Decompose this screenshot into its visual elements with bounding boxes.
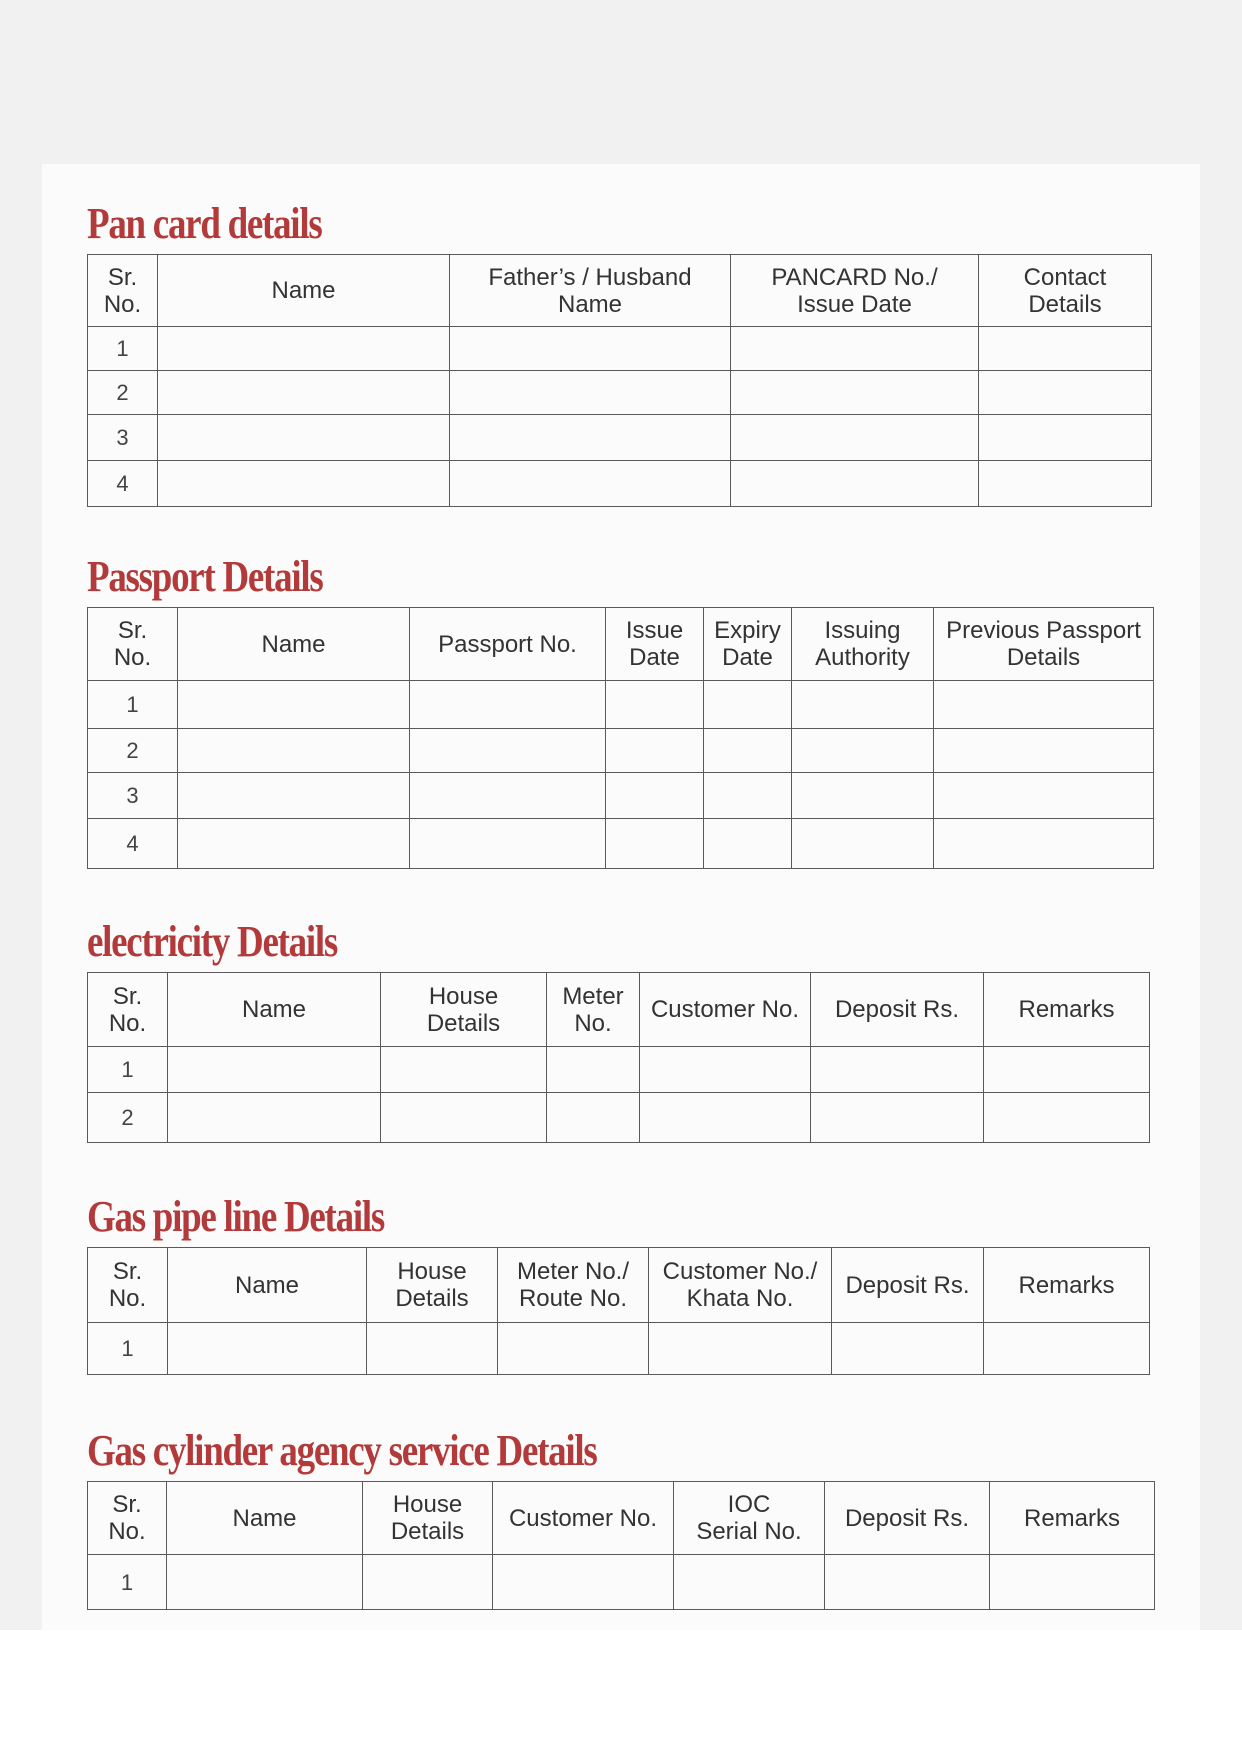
column-header: Sr. No. [88, 1248, 168, 1323]
gas-pipe-line-title: Gas pipe line Details [87, 1192, 384, 1241]
table-row [88, 729, 1154, 773]
blank-entry-cell[interactable] [825, 1555, 990, 1610]
column-header: Remarks [984, 973, 1150, 1047]
blank-entry-cell[interactable] [178, 729, 410, 773]
blank-entry-cell[interactable] [178, 773, 410, 819]
blank-entry-cell[interactable] [984, 1047, 1150, 1093]
blank-entry-cell[interactable] [934, 819, 1154, 869]
blank-entry-cell[interactable] [792, 773, 934, 819]
table-row [88, 327, 1152, 371]
blank-entry-cell[interactable] [704, 819, 792, 869]
column-header: Expiry Date [704, 608, 792, 681]
form-sheet [42, 164, 1200, 1630]
blank-entry-cell[interactable] [178, 681, 410, 729]
column-header: Sr. No. [88, 255, 158, 327]
gas-cylinder-title: Gas cylinder agency service Details [87, 1426, 597, 1475]
blank-entry-cell[interactable] [674, 1555, 825, 1610]
serial-number-cell: 1 [88, 327, 158, 371]
blank-entry-cell[interactable] [792, 729, 934, 773]
table-row [88, 681, 1154, 729]
blank-entry-cell[interactable] [979, 371, 1152, 415]
header-row [88, 1482, 1155, 1555]
serial-number-cell: 1 [88, 681, 178, 729]
gas-pipe-line-table [87, 1247, 1150, 1375]
electricity-table [87, 972, 1150, 1143]
blank-entry-cell[interactable] [606, 681, 704, 729]
serial-number-cell: 3 [88, 773, 178, 819]
column-header: Remarks [990, 1482, 1155, 1555]
blank-entry-cell[interactable] [167, 1555, 363, 1610]
column-header: Deposit Rs. [832, 1248, 984, 1323]
blank-entry-cell[interactable] [178, 819, 410, 869]
blank-entry-cell[interactable] [410, 681, 606, 729]
blank-entry-cell[interactable] [168, 1047, 381, 1093]
blank-entry-cell[interactable] [410, 729, 606, 773]
blank-entry-cell[interactable] [984, 1323, 1150, 1375]
column-header: Issuing Authority [792, 608, 934, 681]
blank-entry-cell[interactable] [934, 773, 1154, 819]
column-header: PANCARD No./ Issue Date [731, 255, 979, 327]
column-header: Contact Details [979, 255, 1152, 327]
serial-number-cell: 2 [88, 1093, 168, 1143]
serial-number-cell: 2 [88, 729, 178, 773]
blank-entry-cell[interactable] [168, 1323, 367, 1375]
blank-entry-cell[interactable] [979, 461, 1152, 507]
blank-entry-cell[interactable] [792, 819, 934, 869]
blank-entry-cell[interactable] [731, 327, 979, 371]
blank-entry-cell[interactable] [158, 461, 450, 507]
passport-title: Passport Details [87, 552, 323, 601]
blank-entry-cell[interactable] [640, 1093, 811, 1143]
serial-number-cell: 1 [88, 1047, 168, 1093]
electricity-title: electricity Details [87, 917, 338, 966]
column-header: Sr. No. [88, 973, 168, 1047]
header-row [88, 973, 1150, 1047]
column-header: House Details [381, 973, 547, 1047]
table-row [88, 1323, 1150, 1375]
blank-entry-cell[interactable] [606, 819, 704, 869]
blank-entry-cell[interactable] [410, 819, 606, 869]
column-header: Previous Passport Details [934, 608, 1154, 681]
blank-entry-cell[interactable] [832, 1323, 984, 1375]
table-row [88, 371, 1152, 415]
column-header: Name [168, 1248, 367, 1323]
serial-number-cell: 2 [88, 371, 158, 415]
blank-entry-cell[interactable] [168, 1093, 381, 1143]
column-header: Customer No./ Khata No. [649, 1248, 832, 1323]
column-header: House Details [363, 1482, 493, 1555]
blank-entry-cell[interactable] [450, 461, 731, 507]
serial-number-cell: 3 [88, 415, 158, 461]
gas-cylinder-table [87, 1481, 1155, 1610]
blank-entry-cell[interactable] [731, 371, 979, 415]
blank-entry-cell[interactable] [704, 729, 792, 773]
table-row [88, 415, 1152, 461]
column-header: Meter No. [547, 973, 640, 1047]
column-header: IOC Serial No. [674, 1482, 825, 1555]
blank-entry-cell[interactable] [731, 415, 979, 461]
blank-entry-cell[interactable] [547, 1047, 640, 1093]
column-header: Sr. No. [88, 1482, 167, 1555]
pan-card-table [87, 254, 1152, 507]
column-header: Name [158, 255, 450, 327]
column-header: Customer No. [640, 973, 811, 1047]
table-row [88, 819, 1154, 869]
blank-entry-cell[interactable] [158, 371, 450, 415]
pan-card-title: Pan card details [87, 199, 322, 248]
blank-entry-cell[interactable] [363, 1555, 493, 1610]
blank-entry-cell[interactable] [410, 773, 606, 819]
table-row [88, 461, 1152, 507]
blank-entry-cell[interactable] [990, 1555, 1155, 1610]
table-row [88, 773, 1154, 819]
blank-entry-cell[interactable] [934, 681, 1154, 729]
table-row [88, 1047, 1150, 1093]
column-header: Meter No./ Route No. [498, 1248, 649, 1323]
blank-entry-cell[interactable] [547, 1093, 640, 1143]
serial-number-cell: 1 [88, 1555, 167, 1610]
blank-entry-cell[interactable] [606, 773, 704, 819]
column-header: Name [178, 608, 410, 681]
header-row [88, 608, 1154, 681]
passport-table [87, 607, 1154, 869]
blank-entry-cell[interactable] [640, 1047, 811, 1093]
column-header: Passport No. [410, 608, 606, 681]
blank-entry-cell[interactable] [158, 415, 450, 461]
blank-entry-cell[interactable] [649, 1323, 832, 1375]
blank-entry-cell[interactable] [704, 773, 792, 819]
blank-entry-cell[interactable] [811, 1093, 984, 1143]
column-header: Deposit Rs. [825, 1482, 990, 1555]
blank-entry-cell[interactable] [731, 461, 979, 507]
column-header: Father’s / Husband Name [450, 255, 731, 327]
blank-entry-cell[interactable] [979, 327, 1152, 371]
blank-entry-cell[interactable] [381, 1047, 547, 1093]
column-header: Name [167, 1482, 363, 1555]
blank-entry-cell[interactable] [493, 1555, 674, 1610]
blank-entry-cell[interactable] [934, 729, 1154, 773]
serial-number-cell: 4 [88, 819, 178, 869]
table-row [88, 1093, 1150, 1143]
column-header: House Details [367, 1248, 498, 1323]
table-row [88, 1555, 1155, 1610]
blank-entry-cell[interactable] [450, 327, 731, 371]
page-bottom-margin [0, 1630, 1242, 1754]
column-header: Sr. No. [88, 608, 178, 681]
blank-entry-cell[interactable] [704, 681, 792, 729]
blank-entry-cell[interactable] [381, 1093, 547, 1143]
column-header: Remarks [984, 1248, 1150, 1323]
header-row [88, 255, 1152, 327]
blank-entry-cell[interactable] [979, 415, 1152, 461]
blank-entry-cell[interactable] [367, 1323, 498, 1375]
column-header: Issue Date [606, 608, 704, 681]
column-header: Customer No. [493, 1482, 674, 1555]
blank-entry-cell[interactable] [498, 1323, 649, 1375]
column-header: Deposit Rs. [811, 973, 984, 1047]
blank-entry-cell[interactable] [158, 327, 450, 371]
column-header: Name [168, 973, 381, 1047]
blank-entry-cell[interactable] [450, 415, 731, 461]
blank-entry-cell[interactable] [606, 729, 704, 773]
blank-entry-cell[interactable] [984, 1093, 1150, 1143]
blank-entry-cell[interactable] [450, 371, 731, 415]
blank-entry-cell[interactable] [792, 681, 934, 729]
blank-entry-cell[interactable] [811, 1047, 984, 1093]
header-row [88, 1248, 1150, 1323]
serial-number-cell: 4 [88, 461, 158, 507]
serial-number-cell: 1 [88, 1323, 168, 1375]
